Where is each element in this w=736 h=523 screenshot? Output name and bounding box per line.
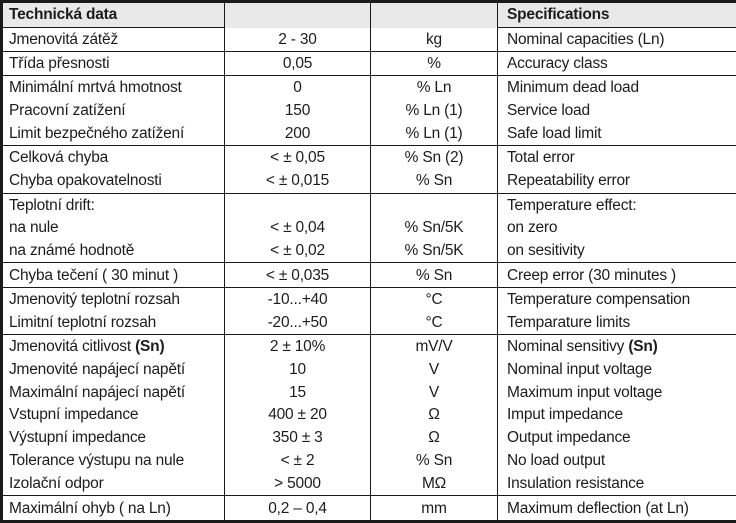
row-label-cz: Chyba tečení ( 30 minut ) <box>2 263 225 287</box>
row-label-cz: Limitní teplotní rozsah <box>2 311 225 335</box>
header-specifications: Specifications <box>498 2 736 28</box>
row-label-en: Imput impedance <box>498 404 736 427</box>
row-label-cz: Pracovní zatížení <box>2 99 225 122</box>
unit-cell: % Ln (1) <box>371 122 498 146</box>
row-label-en: Temparature limits <box>498 311 736 335</box>
table-row <box>2 287 736 311</box>
unit-cell: % Sn/5K <box>371 217 498 240</box>
row-label-en: Nominal sensitivy (Sn) <box>498 334 736 358</box>
value-cell: 0,05 <box>225 52 371 76</box>
table-row <box>2 496 736 522</box>
row-label-en: Maximum input voltage <box>498 381 736 404</box>
value-cell: 0,2 – 0,4 <box>225 496 371 522</box>
table-row <box>2 381 736 404</box>
table-row <box>2 334 736 358</box>
row-label-cz: Vstupní impedance <box>2 404 225 427</box>
table-header <box>2 2 736 28</box>
row-label-cz: Výstupní impedance <box>2 426 225 449</box>
row-label-cz: Maximální napájecí napětí <box>2 381 225 404</box>
value-cell: 350 ± 3 <box>225 426 371 449</box>
value-cell: 150 <box>225 99 371 122</box>
header-technical-data: Technická data <box>2 2 225 28</box>
value-cell <box>225 193 371 217</box>
row-label-cz: Třída přesnosti <box>2 52 225 76</box>
value-cell: 200 <box>225 122 371 146</box>
table-row <box>2 358 736 381</box>
row-label-cz: Jmenovitý teplotní rozsah <box>2 287 225 311</box>
value-cell: 15 <box>225 381 371 404</box>
table-row <box>2 169 736 193</box>
table-row <box>2 404 736 427</box>
unit-cell: % <box>371 52 498 76</box>
value-cell: 0 <box>225 76 371 100</box>
unit-cell: % Sn (2) <box>371 146 498 170</box>
unit-cell: mm <box>371 496 498 522</box>
value-cell: -10...+40 <box>225 287 371 311</box>
row-label-en: Insulation resistance <box>498 472 736 496</box>
row-label-cz: na nule <box>2 217 225 240</box>
table-row <box>2 28 736 52</box>
value-cell: < ± 0,035 <box>225 263 371 287</box>
row-label-en: No load output <box>498 449 736 472</box>
value-cell: > 5000 <box>225 472 371 496</box>
value-cell: 400 ± 20 <box>225 404 371 427</box>
value-cell: < ± 0,04 <box>225 217 371 240</box>
spec-table-body <box>2 28 736 522</box>
row-label-en: Safe load limit <box>498 122 736 146</box>
table-row <box>2 472 736 496</box>
row-label-en: Nominal capacities (Ln) <box>498 28 736 52</box>
unit-cell: mV/V <box>371 334 498 358</box>
row-label-cz: Minimální mrtvá hmotnost <box>2 76 225 100</box>
table-row <box>2 217 736 240</box>
header-row <box>2 2 736 28</box>
unit-cell: kg <box>371 28 498 52</box>
table-row <box>2 449 736 472</box>
row-label-cz: Tolerance výstupu na nule <box>2 449 225 472</box>
value-cell: 2 ± 10% <box>225 334 371 358</box>
value-cell: < ± 0,05 <box>225 146 371 170</box>
table-row <box>2 311 736 335</box>
row-label-en: Minimum dead load <box>498 76 736 100</box>
row-label-en: Total error <box>498 146 736 170</box>
table-row <box>2 193 736 217</box>
table-row <box>2 263 736 287</box>
row-label-en: Repeatability error <box>498 169 736 193</box>
row-label-en: Creep error (30 minutes ) <box>498 263 736 287</box>
value-cell: 10 <box>225 358 371 381</box>
row-label-cz: Limit bezpečného zatížení <box>2 122 225 146</box>
row-label-cz: Jmenovitá citlivost (Sn) <box>2 334 225 358</box>
row-label-cz: Celková chyba <box>2 146 225 170</box>
row-label-cz: Izolační odpor <box>2 472 225 496</box>
unit-cell: MΩ <box>371 472 498 496</box>
unit-cell: Ω <box>371 404 498 427</box>
unit-cell: V <box>371 358 498 381</box>
table-row <box>2 76 736 100</box>
unit-cell: °C <box>371 287 498 311</box>
row-label-en: Nominal input voltage <box>498 358 736 381</box>
unit-cell: % Ln <box>371 76 498 100</box>
table-row <box>2 426 736 449</box>
row-label-en: on sesitivity <box>498 239 736 263</box>
header-unit-column <box>371 2 498 28</box>
value-cell: 2 - 30 <box>225 28 371 52</box>
row-label-en: Temperature compensation <box>498 287 736 311</box>
table-row <box>2 52 736 76</box>
header-value-column <box>225 2 371 28</box>
unit-cell: % Sn <box>371 449 498 472</box>
value-cell: < ± 2 <box>225 449 371 472</box>
row-label-cz: Teplotní drift: <box>2 193 225 217</box>
value-cell: < ± 0,015 <box>225 169 371 193</box>
row-label-cz: na známé hodnotě <box>2 239 225 263</box>
unit-cell: % Sn <box>371 263 498 287</box>
unit-cell: °C <box>371 311 498 335</box>
row-label-en: Maximum deflection (at Ln) <box>498 496 736 522</box>
row-label-en: Temperature effect: <box>498 193 736 217</box>
table-row <box>2 122 736 146</box>
unit-cell: % Sn/5K <box>371 239 498 263</box>
row-label-cz: Jmenovitá zátěž <box>2 28 225 52</box>
row-label-en: on zero <box>498 217 736 240</box>
table-row <box>2 99 736 122</box>
row-label-en: Service load <box>498 99 736 122</box>
row-label-cz: Jmenovité napájecí napětí <box>2 358 225 381</box>
row-label-en: Accuracy class <box>498 52 736 76</box>
value-cell: -20...+50 <box>225 311 371 335</box>
unit-cell: V <box>371 381 498 404</box>
table-row <box>2 146 736 170</box>
unit-cell: Ω <box>371 426 498 449</box>
unit-cell <box>371 193 498 217</box>
unit-cell: % Ln (1) <box>371 99 498 122</box>
row-label-en: Output impedance <box>498 426 736 449</box>
row-label-cz: Chyba opakovatelnosti <box>2 169 225 193</box>
table-row <box>2 239 736 263</box>
unit-cell: % Sn <box>371 169 498 193</box>
row-label-cz: Maximální ohyb ( na Ln) <box>2 496 225 522</box>
value-cell: < ± 0,02 <box>225 239 371 263</box>
